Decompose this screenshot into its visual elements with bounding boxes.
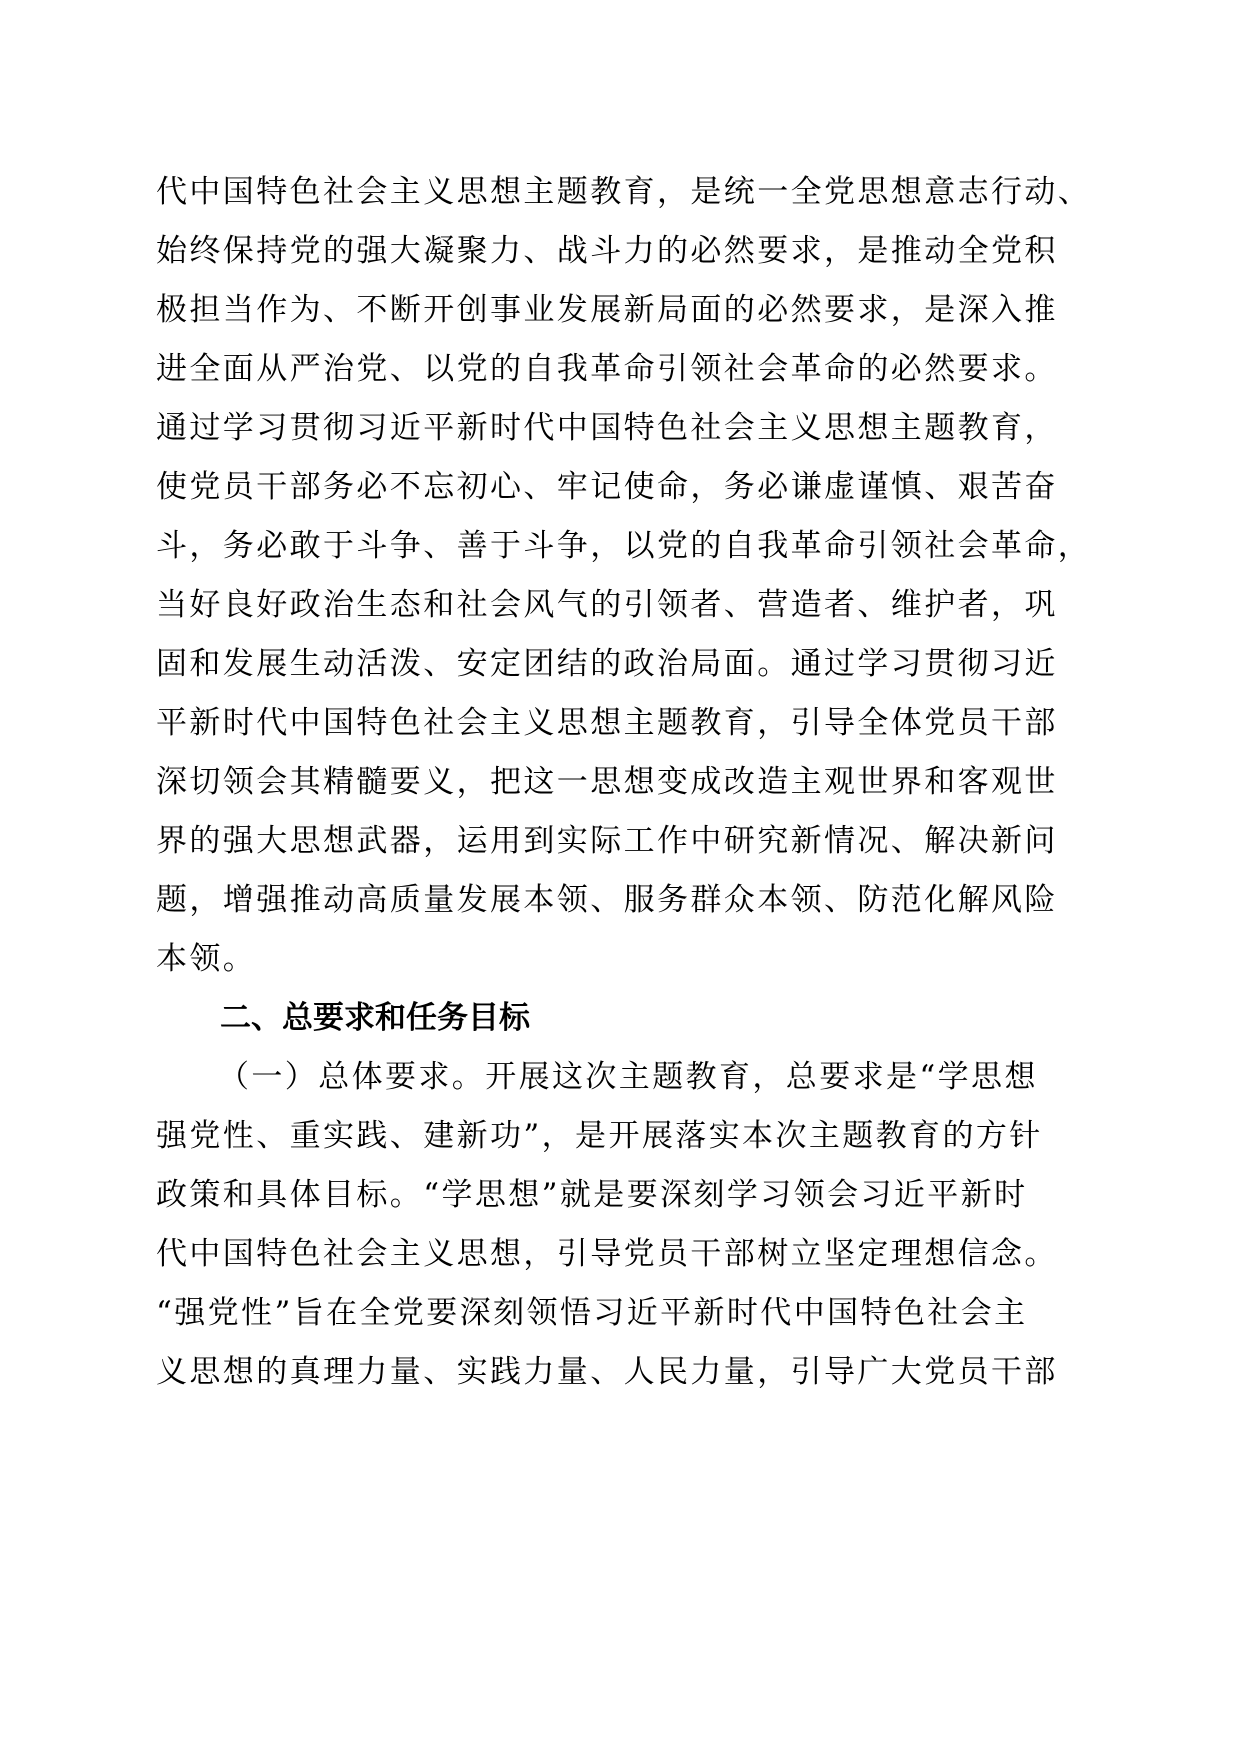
body-text-line: 斗，务必敢于斗争、善于斗争，以党的自我革命引领社会革命， bbox=[156, 528, 1092, 564]
body-text-line: 代中国特色社会主义思想，引导党员干部树立坚定理想信念。 bbox=[156, 1236, 1058, 1272]
body-text-line: 极担当作为、不断开创事业发展新局面的必然要求，是深入推 bbox=[156, 292, 1058, 328]
body-text-line: 强党性、重实践、建新功”，是开展落实本次主题教育的方针 bbox=[156, 1118, 1043, 1154]
section-heading: 二、总要求和任务目标 bbox=[220, 1000, 530, 1036]
body-text-line: 代中国特色社会主义思想主题教育，是统一全党思想意志行动、 bbox=[156, 174, 1092, 210]
body-text-line: 进全面从严治党、以党的自我革命引领社会革命的必然要求。 bbox=[156, 351, 1058, 387]
body-text-line: “强党性”旨在全党要深刻领悟习近平新时代中国特色社会主 bbox=[156, 1295, 1028, 1331]
body-text-line: 界的强大思想武器，运用到实际工作中研究新情况、解决新问 bbox=[156, 823, 1058, 859]
body-text-line: 深切领会其精髓要义，把这一思想变成改造主观世界和客观世 bbox=[156, 764, 1058, 800]
body-text-line: 使党员干部务必不忘初心、牢记使命，务必谦虚谨慎、艰苦奋 bbox=[156, 469, 1058, 505]
body-text-line: （一）总体要求。开展这次主题教育，总要求是“学思想 bbox=[218, 1059, 1038, 1095]
body-text-line: 通过学习贯彻习近平新时代中国特色社会主义思想主题教育， bbox=[156, 410, 1058, 446]
body-text-line: 政策和具体目标。“学思想”就是要深刻学习领会习近平新时 bbox=[156, 1177, 1028, 1213]
body-text-line: 本领。 bbox=[156, 941, 257, 977]
body-text-line: 义思想的真理力量、实践力量、人民力量，引导广大党员干部 bbox=[156, 1354, 1058, 1390]
body-text-line: 平新时代中国特色社会主义思想主题教育，引导全体党员干部 bbox=[156, 705, 1058, 741]
body-text-line: 题，增强推动高质量发展本领、服务群众本领、防范化解风险 bbox=[156, 882, 1058, 918]
body-text-line: 当好良好政治生态和社会风气的引领者、营造者、维护者，巩 bbox=[156, 587, 1058, 623]
body-text-line: 始终保持党的强大凝聚力、战斗力的必然要求，是推动全党积 bbox=[156, 233, 1058, 269]
body-text-line: 固和发展生动活泼、安定团结的政治局面。通过学习贯彻习近 bbox=[156, 646, 1058, 682]
